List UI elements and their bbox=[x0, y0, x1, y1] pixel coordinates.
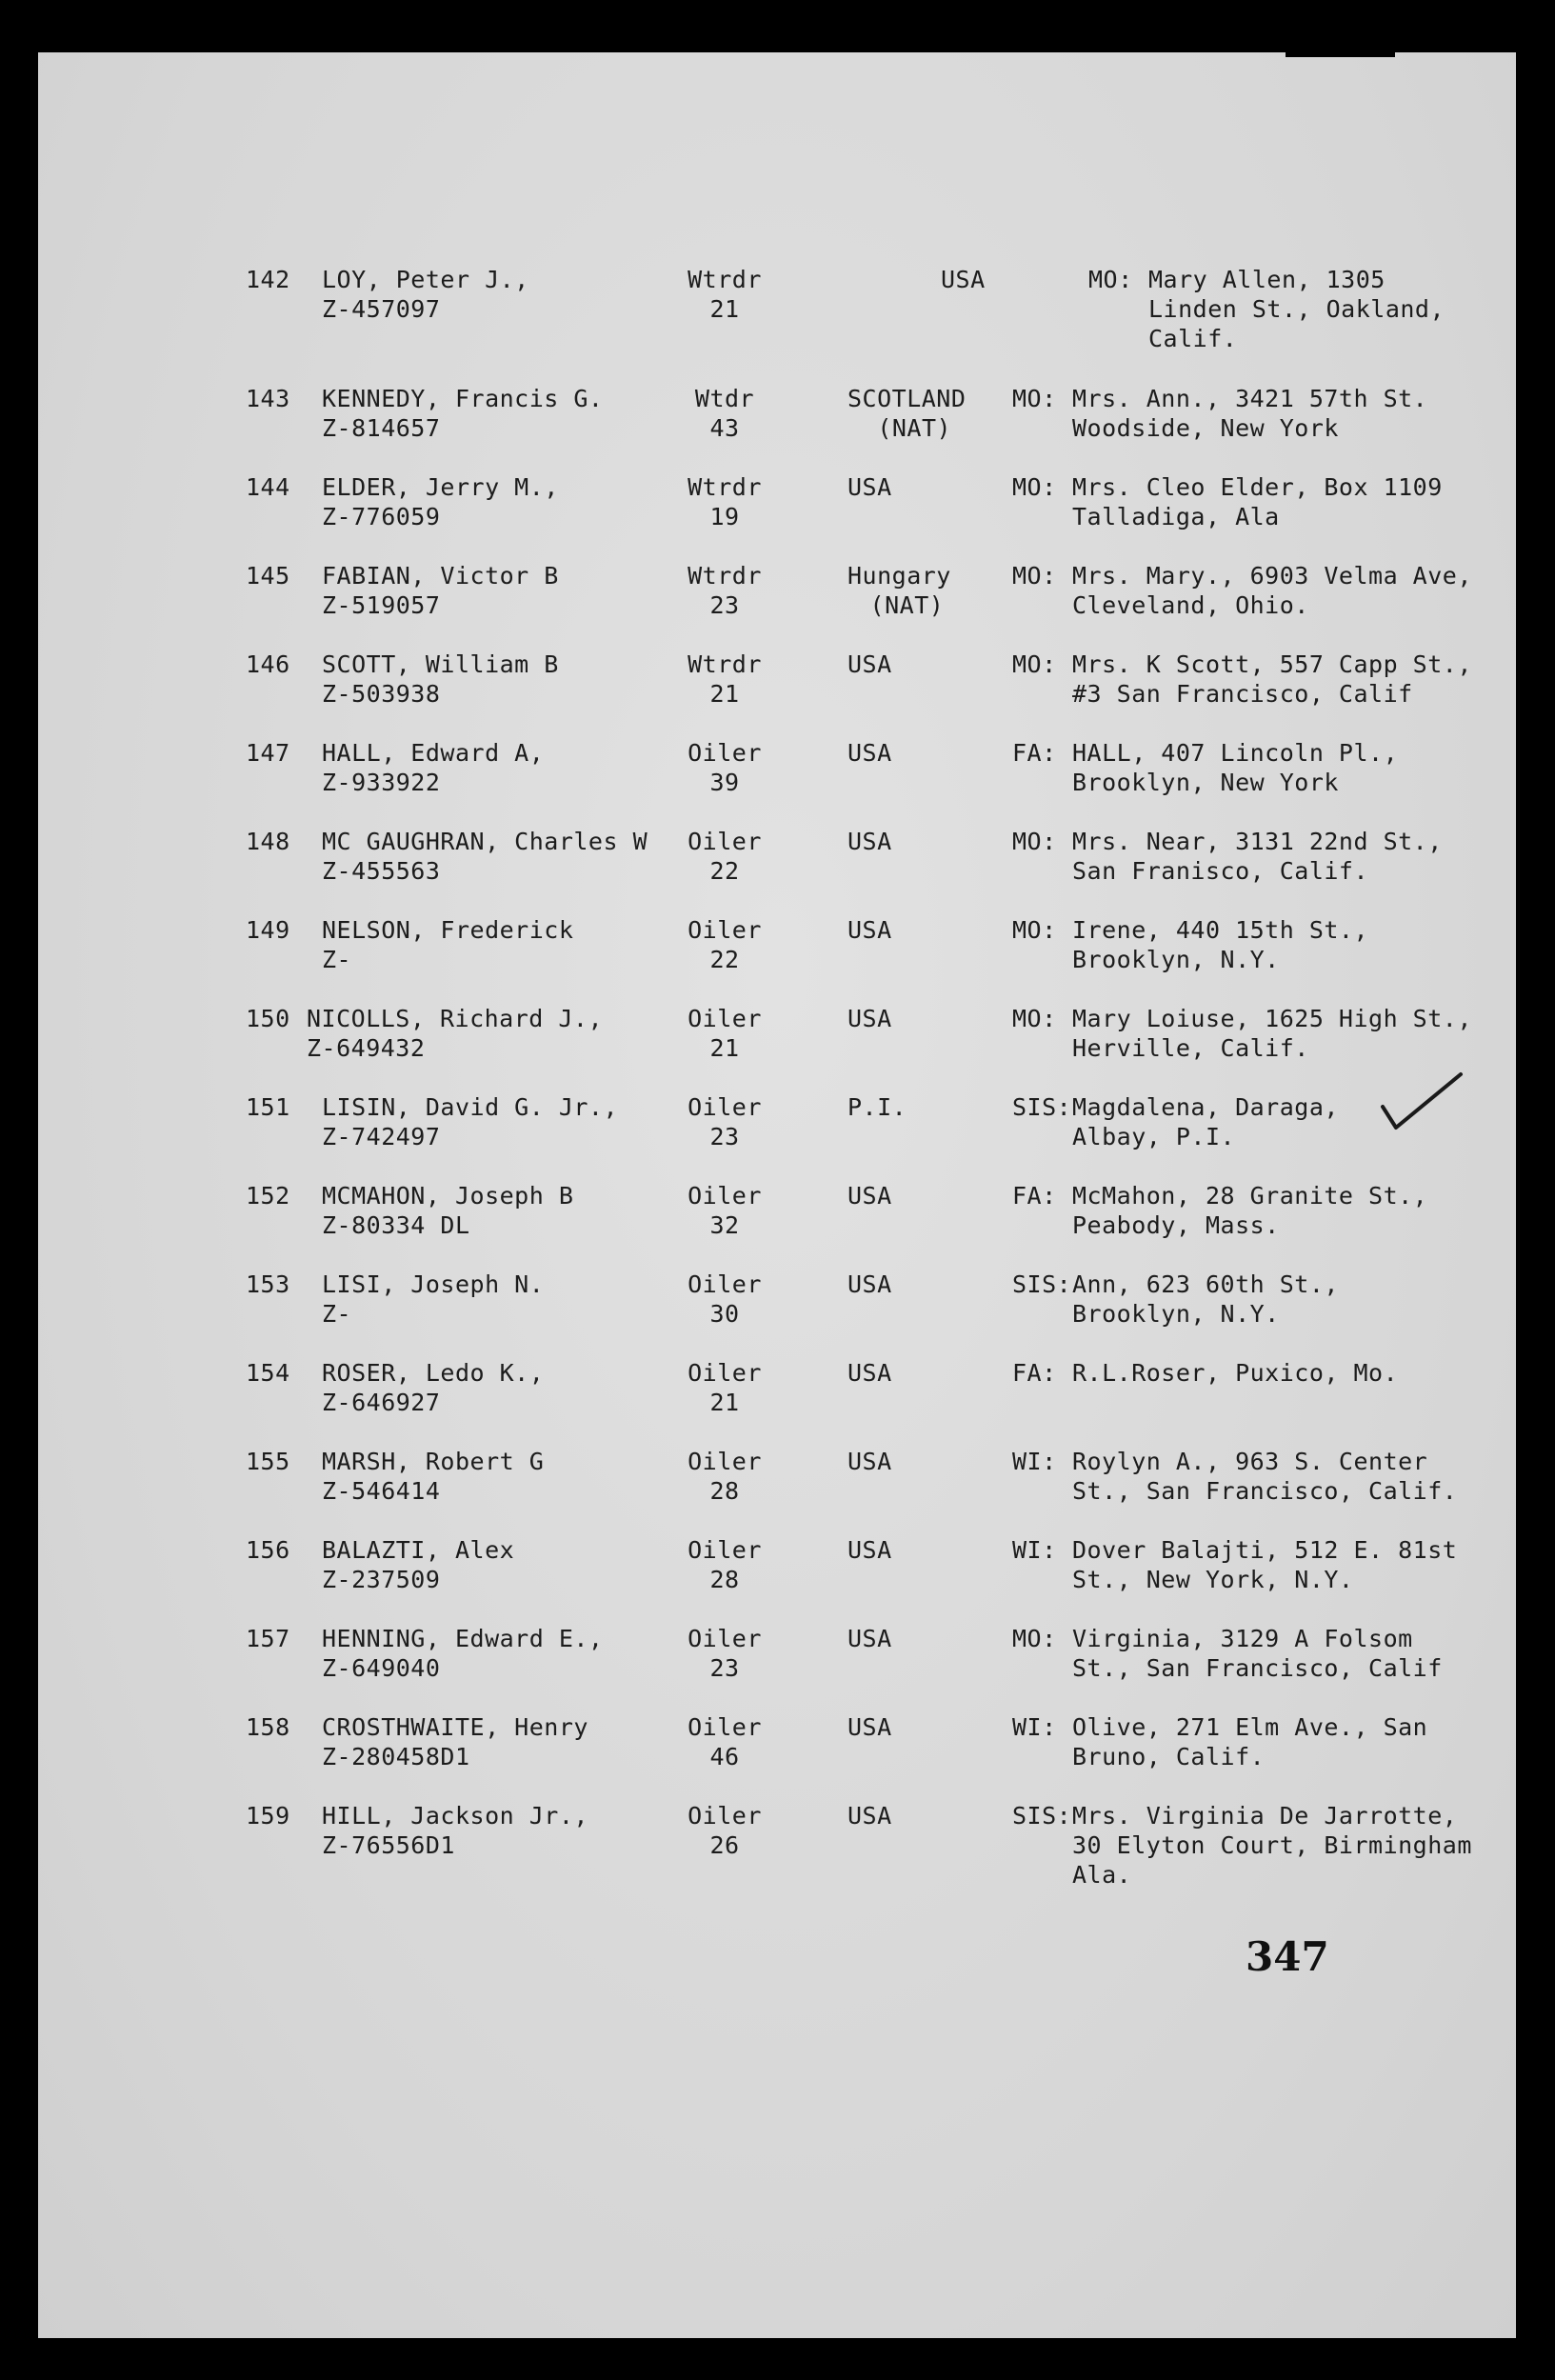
torn-edge bbox=[38, 0, 238, 48]
crew-nationality-note: (NAT) bbox=[877, 414, 952, 442]
relation: WI: bbox=[1012, 1713, 1057, 1741]
crew-nationality: USA bbox=[941, 266, 986, 293]
crew-nationality: USA bbox=[847, 1625, 892, 1652]
crew-age: 23 bbox=[709, 1654, 740, 1682]
crew-age: 39 bbox=[709, 769, 740, 796]
crew-id: Z-742497 bbox=[322, 1123, 441, 1150]
address-line: #3 San Francisco, Calif bbox=[1072, 680, 1413, 708]
torn-edge bbox=[1438, 0, 1481, 40]
crew-rating: Oiler bbox=[688, 1359, 762, 1387]
page-number: 347 bbox=[1246, 1933, 1329, 1980]
crew-name: NELSON, Frederick bbox=[322, 916, 574, 944]
crew-nationality: USA bbox=[847, 1713, 892, 1741]
crew-rating: Oiler bbox=[688, 1802, 762, 1830]
crew-age: 26 bbox=[709, 1831, 740, 1859]
crew-nationality: USA bbox=[847, 1802, 892, 1830]
crew-id: Z-76556D1 bbox=[322, 1831, 455, 1859]
relation: MO: bbox=[1012, 650, 1057, 678]
relation: SIS: bbox=[1012, 1093, 1072, 1121]
address-line: Cleveland, Ohio. bbox=[1072, 591, 1309, 619]
crew-rating: Wtrdr bbox=[688, 473, 762, 501]
check-mark-icon bbox=[1379, 1069, 1465, 1135]
torn-edge bbox=[857, 0, 1019, 44]
entry-number: 154 bbox=[246, 1359, 290, 1387]
address-line: Mrs. K Scott, 557 Capp St., bbox=[1072, 650, 1472, 678]
entry-number: 157 bbox=[246, 1625, 290, 1652]
crew-nationality: USA bbox=[847, 1182, 892, 1210]
crew-age: 32 bbox=[709, 1211, 740, 1239]
address-line: Mrs. Near, 3131 22nd St., bbox=[1072, 828, 1443, 855]
address-line: Talladiga, Ala bbox=[1072, 503, 1280, 530]
crew-nationality: USA bbox=[847, 1005, 892, 1032]
relation: SIS: bbox=[1012, 1270, 1072, 1298]
relation: FA: bbox=[1012, 1182, 1057, 1210]
crew-rating: Wtrdr bbox=[688, 650, 762, 678]
crew-name: LISIN, David G. Jr., bbox=[322, 1093, 619, 1121]
address-line: Virginia, 3129 A Folsom bbox=[1072, 1625, 1413, 1652]
relation: MO: bbox=[1012, 1625, 1057, 1652]
torn-edge bbox=[295, 0, 609, 46]
crew-age: 19 bbox=[709, 503, 740, 530]
crew-age: 21 bbox=[709, 1389, 740, 1416]
crew-rating: Oiler bbox=[688, 828, 762, 855]
crew-name: NICOLLS, Richard J., bbox=[307, 1005, 604, 1032]
address-line: Magdalena, Daraga, bbox=[1072, 1093, 1339, 1121]
address-line: Brooklyn, N.Y. bbox=[1072, 946, 1280, 973]
address-line: Mary Loiuse, 1625 High St., bbox=[1072, 1005, 1472, 1032]
address-line: Irene, 440 15th St., bbox=[1072, 916, 1369, 944]
crew-id: Z-546414 bbox=[322, 1477, 441, 1505]
address-line: Linden St., Oakland, bbox=[1148, 295, 1445, 323]
crew-nationality: USA bbox=[847, 739, 892, 767]
crew-nationality: USA bbox=[847, 1359, 892, 1387]
crew-rating: Oiler bbox=[688, 1713, 762, 1741]
crew-id: Z-503938 bbox=[322, 680, 441, 708]
address-line: Mrs. Cleo Elder, Box 1109 bbox=[1072, 473, 1443, 501]
crew-name: LISI, Joseph N. bbox=[322, 1270, 545, 1298]
crew-name: MC GAUGHRAN, Charles W bbox=[322, 828, 648, 855]
crew-id: Z-649040 bbox=[322, 1654, 441, 1682]
crew-nationality: USA bbox=[847, 1448, 892, 1475]
crew-nationality: P.I. bbox=[847, 1093, 907, 1121]
entry-number: 153 bbox=[246, 1270, 290, 1298]
crew-rating: Oiler bbox=[688, 1182, 762, 1210]
crew-name: HILL, Jackson Jr., bbox=[322, 1802, 588, 1830]
torn-edge bbox=[1057, 0, 1266, 42]
address-line: Peabody, Mass. bbox=[1072, 1211, 1280, 1239]
relation: MO: bbox=[1012, 828, 1057, 855]
entry-number: 146 bbox=[246, 650, 290, 678]
crew-nationality: USA bbox=[847, 650, 892, 678]
entry-number: 148 bbox=[246, 828, 290, 855]
relation: MO: bbox=[1012, 562, 1057, 590]
crew-name: CROSTHWAITE, Henry bbox=[322, 1713, 588, 1741]
entry-number: 156 bbox=[246, 1536, 290, 1564]
crew-id: Z-237509 bbox=[322, 1566, 441, 1593]
address-line: 30 Elyton Court, Birmingham bbox=[1072, 1831, 1472, 1859]
crew-age: 30 bbox=[709, 1300, 740, 1328]
crew-age: 21 bbox=[709, 295, 740, 323]
address-line: Albay, P.I. bbox=[1072, 1123, 1236, 1150]
entry-number: 149 bbox=[246, 916, 290, 944]
entry-number: 159 bbox=[246, 1802, 290, 1830]
crew-name: MCMAHON, Joseph B bbox=[322, 1182, 574, 1210]
crew-id: Z- bbox=[322, 1300, 352, 1328]
crew-id: Z-519057 bbox=[322, 591, 441, 619]
crew-name: LOY, Peter J., bbox=[322, 266, 529, 293]
entry-number: 152 bbox=[246, 1182, 290, 1210]
crew-nationality: USA bbox=[847, 916, 892, 944]
crew-id: Z-649432 bbox=[307, 1034, 426, 1062]
entry-number: 143 bbox=[246, 385, 290, 412]
address-line: Mrs. Virginia De Jarrotte, bbox=[1072, 1802, 1458, 1830]
crew-id: Z-455563 bbox=[322, 857, 441, 885]
crew-age: 23 bbox=[709, 1123, 740, 1150]
crew-rating: Wtrdr bbox=[688, 266, 762, 293]
crew-rating: Oiler bbox=[688, 739, 762, 767]
relation: FA: bbox=[1012, 1359, 1057, 1387]
crew-name: MARSH, Robert G bbox=[322, 1448, 545, 1475]
entry-number: 147 bbox=[246, 739, 290, 767]
crew-rating: Oiler bbox=[688, 1005, 762, 1032]
crew-rating: Oiler bbox=[688, 1093, 762, 1121]
address-line: Calif. bbox=[1148, 325, 1238, 352]
address-line: Roylyn A., 963 S. Center bbox=[1072, 1448, 1428, 1475]
crew-age: 28 bbox=[709, 1566, 740, 1593]
crew-name: BALAZTI, Alex bbox=[322, 1536, 515, 1564]
crew-name: ELDER, Jerry M., bbox=[322, 473, 559, 501]
crew-name: SCOTT, William B bbox=[322, 650, 559, 678]
crew-nationality: SCOTLAND bbox=[847, 385, 967, 412]
address-line: McMahon, 28 Granite St., bbox=[1072, 1182, 1428, 1210]
crew-nationality: USA bbox=[847, 1536, 892, 1564]
crew-id: Z-933922 bbox=[322, 769, 441, 796]
crew-name: KENNEDY, Francis G. bbox=[322, 385, 604, 412]
crew-rating: Oiler bbox=[688, 1625, 762, 1652]
crew-rating: Wtdr bbox=[694, 385, 755, 412]
relation: MO: bbox=[1012, 916, 1057, 944]
crew-id: Z-814657 bbox=[322, 414, 441, 442]
crew-rating: Oiler bbox=[688, 916, 762, 944]
entry-number: 142 bbox=[246, 266, 290, 293]
relation: MO: bbox=[1088, 266, 1133, 293]
crew-age: 22 bbox=[709, 857, 740, 885]
address-line: Mrs. Ann., 3421 57th St. bbox=[1072, 385, 1428, 412]
address-line: St., San Francisco, Calif bbox=[1072, 1654, 1443, 1682]
relation: MO: bbox=[1012, 1005, 1057, 1032]
crew-age: 43 bbox=[709, 414, 740, 442]
crew-nationality: USA bbox=[847, 473, 892, 501]
entry-number: 155 bbox=[246, 1448, 290, 1475]
crew-name: ROSER, Ledo K., bbox=[322, 1359, 545, 1387]
crew-rating: Oiler bbox=[688, 1270, 762, 1298]
relation: FA: bbox=[1012, 739, 1057, 767]
crew-id: Z- bbox=[322, 946, 352, 973]
address-line: R.L.Roser, Puxico, Mo. bbox=[1072, 1359, 1399, 1387]
crew-rating: Wtrdr bbox=[688, 562, 762, 590]
address-line: Brooklyn, New York bbox=[1072, 769, 1339, 796]
address-line: St., San Francisco, Calif. bbox=[1072, 1477, 1458, 1505]
crew-rating: Oiler bbox=[688, 1448, 762, 1475]
address-line: Ann, 623 60th St., bbox=[1072, 1270, 1339, 1298]
address-line: Olive, 271 Elm Ave., San bbox=[1072, 1713, 1428, 1741]
entry-number: 151 bbox=[246, 1093, 290, 1121]
crew-id: Z-457097 bbox=[322, 295, 441, 323]
crew-name: HENNING, Edward E., bbox=[322, 1625, 604, 1652]
address-line: Brooklyn, N.Y. bbox=[1072, 1300, 1280, 1328]
entry-number: 158 bbox=[246, 1713, 290, 1741]
address-line: Woodside, New York bbox=[1072, 414, 1339, 442]
relation: SIS: bbox=[1012, 1802, 1072, 1830]
crew-name: FABIAN, Victor B bbox=[322, 562, 559, 590]
address-line: HALL, 407 Lincoln Pl., bbox=[1072, 739, 1399, 767]
relation: MO: bbox=[1012, 473, 1057, 501]
address-line: San Franisco, Calif. bbox=[1072, 857, 1369, 885]
crew-name: HALL, Edward A, bbox=[322, 739, 545, 767]
crew-age: 21 bbox=[709, 680, 740, 708]
address-line: St., New York, N.Y. bbox=[1072, 1566, 1354, 1593]
crew-id: Z-280458D1 bbox=[322, 1743, 470, 1770]
crew-age: 23 bbox=[709, 591, 740, 619]
crew-id: Z-776059 bbox=[322, 503, 441, 530]
entry-number: 145 bbox=[246, 562, 290, 590]
crew-age: 28 bbox=[709, 1477, 740, 1505]
torn-edge bbox=[1286, 0, 1395, 57]
crew-nationality: USA bbox=[847, 1270, 892, 1298]
crew-rating: Oiler bbox=[688, 1536, 762, 1564]
address-line: Mary Allen, 1305 bbox=[1148, 266, 1386, 293]
crew-age: 21 bbox=[709, 1034, 740, 1062]
address-line: Dover Balajti, 512 E. 81st bbox=[1072, 1536, 1458, 1564]
relation: MO: bbox=[1012, 385, 1057, 412]
address-line: Bruno, Calif. bbox=[1072, 1743, 1266, 1770]
crew-age: 46 bbox=[709, 1743, 740, 1770]
crew-id: Z-646927 bbox=[322, 1389, 441, 1416]
address-line: Ala. bbox=[1072, 1861, 1132, 1889]
relation: WI: bbox=[1012, 1448, 1057, 1475]
crew-nationality: USA bbox=[847, 828, 892, 855]
address-line: Mrs. Mary., 6903 Velma Ave, bbox=[1072, 562, 1472, 590]
entry-number: 150 bbox=[246, 1005, 290, 1032]
crew-id: Z-80334 DL bbox=[322, 1211, 470, 1239]
relation: WI: bbox=[1012, 1536, 1057, 1564]
crew-age: 22 bbox=[709, 946, 740, 973]
crew-nationality-note: (NAT) bbox=[869, 591, 945, 619]
torn-edge bbox=[657, 0, 824, 50]
address-line: Herville, Calif. bbox=[1072, 1034, 1309, 1062]
entry-number: 144 bbox=[246, 473, 290, 501]
crew-nationality: Hungary bbox=[847, 562, 951, 590]
